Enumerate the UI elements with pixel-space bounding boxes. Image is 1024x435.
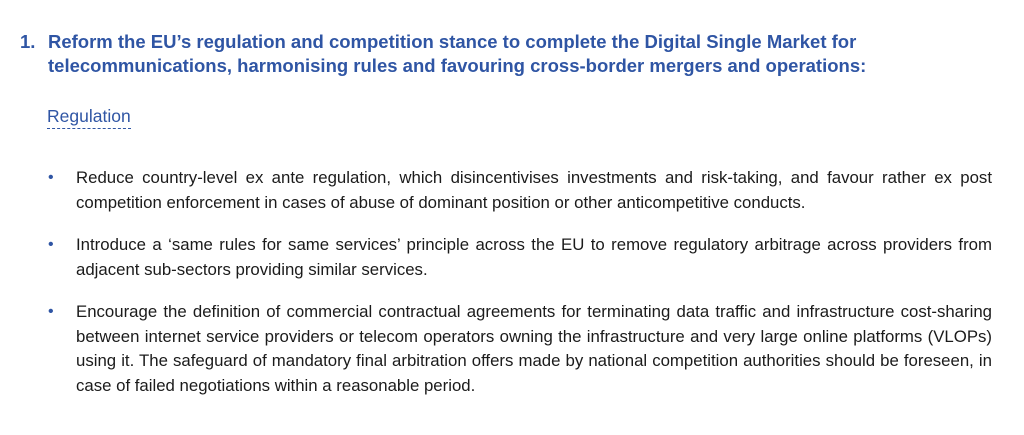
bullet-icon: •	[48, 169, 54, 186]
section-number: 1.	[20, 31, 36, 52]
list-item-text: Introduce a ‘same rules for same services’ principle across the EU to remove regulatory arbitrage across providers from adjacent sub-sectors providing similar services.	[76, 235, 992, 279]
list-item-text: Reduce country-level ex ante regulation, which disincentivises investments and risk-taking, and favour rather ex post competition enforcement in cases of abuse of dominant position or other anticompetitive conducts.	[76, 168, 992, 212]
bullet-list	[47, 166, 992, 398]
subheading-regulation: Regulation	[47, 105, 131, 129]
bullet-icon: •	[48, 236, 54, 253]
list-item	[47, 233, 992, 282]
list-item	[47, 300, 992, 398]
bullet-icon: •	[48, 303, 54, 320]
list-item	[47, 166, 992, 215]
list-item-text: Encourage the definition of commercial contractual agreements for terminating data traffic and infrastructure cost-sharing between internet service providers or telecom operators owning the infrastructure and very large online platforms (VLOPs) using it. The safeguard of mandatory final arbitration offers made by national competition authorities should be foreseen, in case of failed negotiations within a reasonable period.	[76, 302, 992, 395]
section-title: Reform the EU’s regulation and competition stance to complete the Digital Single Market for telecommunications, harmonising rules and favouring cross-border mergers and operations:	[48, 31, 867, 76]
section-heading	[20, 30, 1010, 78]
